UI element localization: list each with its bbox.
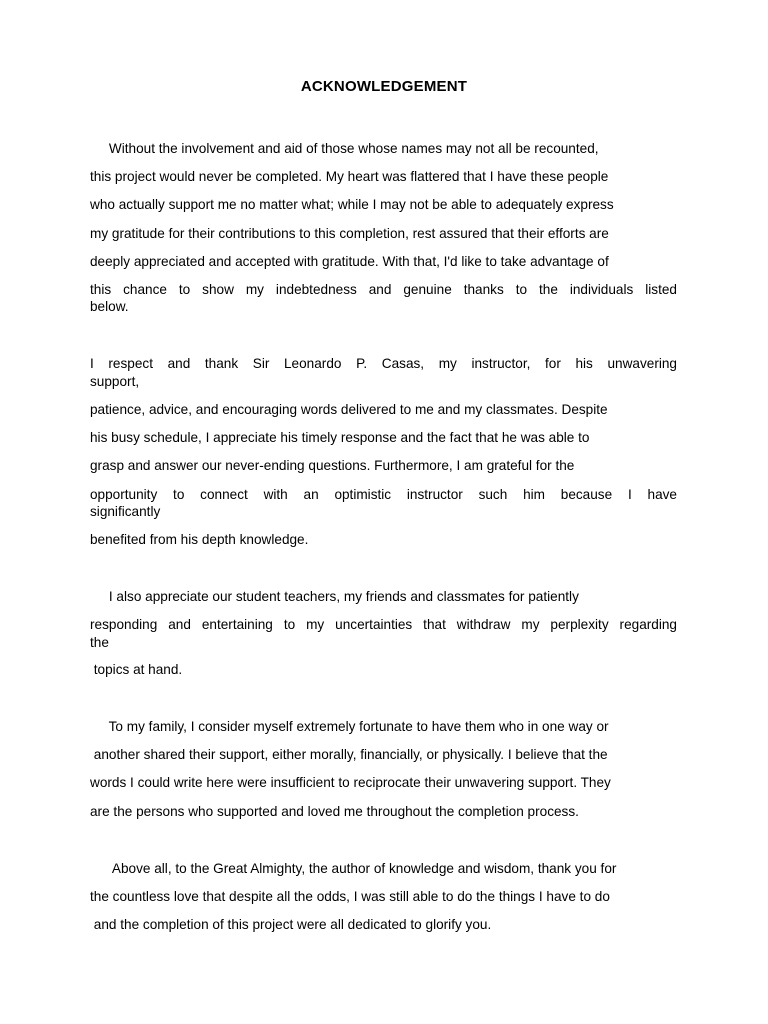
paragraph-line: I respect and thank Sir Leonardo P. Casas, my instructor, for his unwavering: [90, 356, 677, 371]
paragraph-line: Above all, to the Great Almighty, the author of knowledge and wisdom, thank you for: [90, 861, 617, 876]
paragraph-line: support,: [90, 374, 140, 389]
paragraph-line: who actually support me no matter what; while I may not be able to adequately express: [90, 197, 614, 212]
paragraph-line: topics at hand.: [90, 662, 183, 677]
paragraph-line: the: [90, 635, 109, 650]
paragraph-line: are the persons who supported and loved me throughout the completion process.: [90, 804, 579, 819]
paragraph-line: benefited from his depth knowledge.: [90, 532, 309, 547]
paragraph-line: this project would never be completed. My heart was flattered that I have these people: [90, 169, 609, 184]
paragraph-line: patience, advice, and encouraging words delivered to me and my classmates. Despite: [90, 402, 608, 417]
paragraph-line: deeply appreciated and accepted with gratitude. With that, I'd like to take advantage of: [90, 254, 609, 269]
page-title: ACKNOWLEDGEMENT: [300, 78, 468, 95]
paragraph-line: below.: [90, 299, 129, 314]
paragraph-line: I also appreciate our student teachers, my friends and classmates for patiently: [90, 589, 579, 604]
paragraph-line: another shared their support, either morally, financially, or physically. I believe that the: [90, 747, 608, 762]
paragraph-line: responding and entertaining to my uncertainties that withdraw my perplexity regarding: [90, 617, 677, 632]
paragraph-line: my gratitude for their contributions to this completion, rest assured that their efforts are: [90, 226, 609, 241]
paragraph-line: grasp and answer our never-ending questions. Furthermore, I am grateful for the: [90, 458, 575, 473]
paragraph-line: and the completion of this project were all dedicated to glorify you.: [90, 917, 492, 932]
paragraph-line: the countless love that despite all the odds, I was still able to do the things I have to do: [90, 889, 610, 904]
paragraph-line: his busy schedule, I appreciate his timely response and the fact that he was able to: [90, 430, 590, 445]
paragraph-line: Without the involvement and aid of those whose names may not all be recounted,: [90, 141, 599, 156]
paragraph-line: significantly: [90, 504, 161, 519]
paragraph-line: words I could write here were insufficient to reciprocate their unwavering support. They: [90, 775, 611, 790]
paragraph-line: this chance to show my indebtedness and genuine thanks to the individuals listed: [90, 282, 677, 297]
paragraph-line: To my family, I consider myself extremely fortunate to have them who in one way or: [90, 719, 609, 734]
paragraph-line: opportunity to connect with an optimistic instructor such him because I have: [90, 487, 677, 502]
